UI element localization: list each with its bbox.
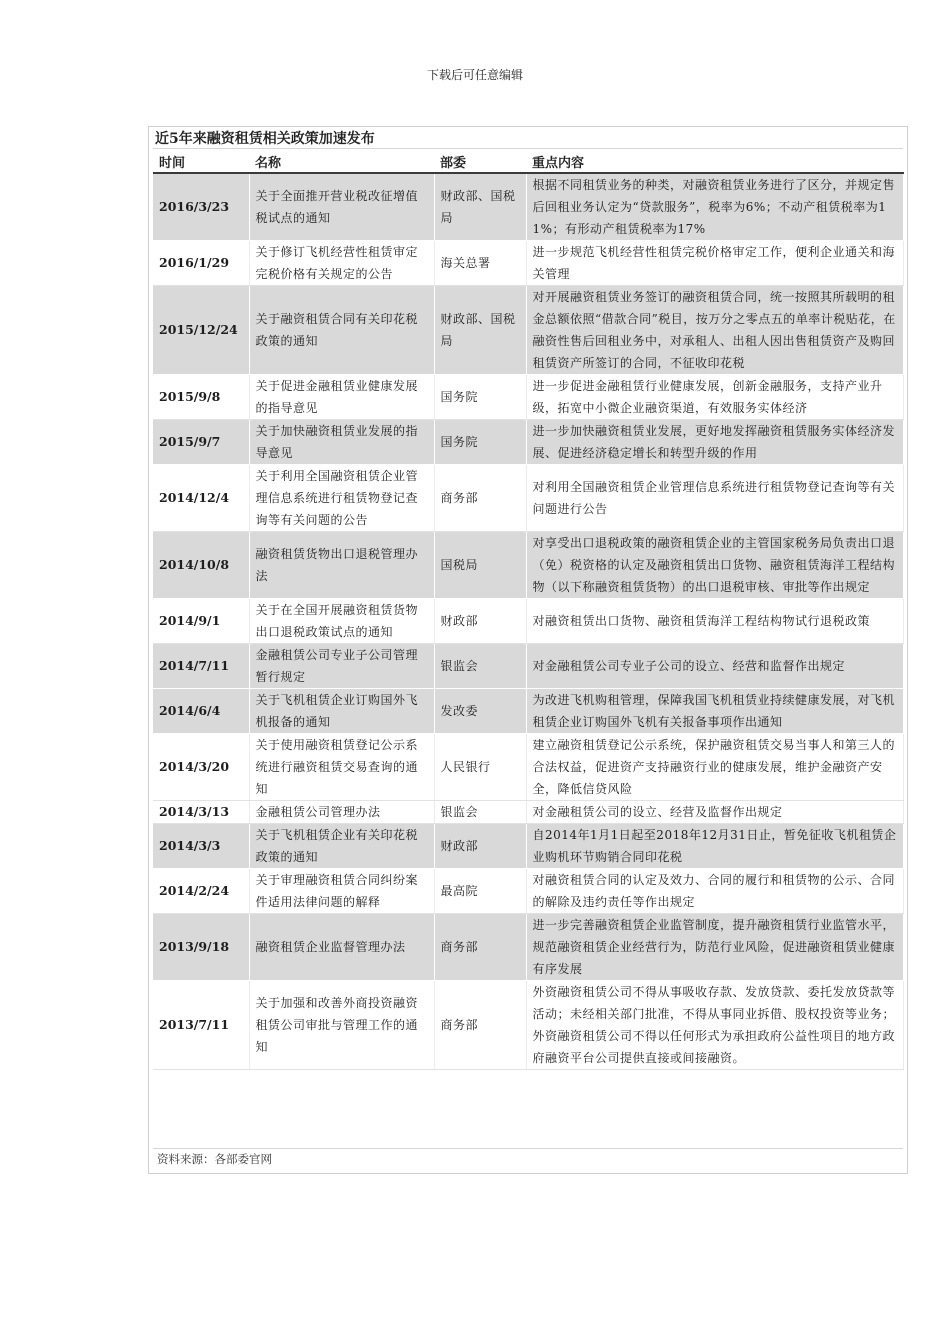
cell-date: 2016/1/29 (153, 241, 249, 286)
cell-name: 融资租赁货物出口退税管理办法 (249, 532, 434, 599)
cell-content: 进一步促进金融租赁行业健康发展，创新金融服务，支持产业升级，拓宽中小微企业融资渠道，有效服务实体经济 (526, 375, 903, 420)
cell-date: 2015/9/8 (153, 375, 249, 420)
cell-department: 银监会 (434, 801, 526, 824)
cell-content: 根据不同租赁业务的种类，对融资租赁业务进行了区分，并规定售后回租业务认定为“贷款服务”，税率为6%；不动产租赁税率为11%；有形动产租赁税率为17% (526, 173, 903, 241)
cell-name: 关于融资租赁合同有关印花税政策的通知 (249, 286, 434, 375)
cell-date: 2014/2/24 (153, 869, 249, 914)
cell-date: 2013/9/18 (153, 914, 249, 981)
cell-date: 2013/7/11 (153, 981, 249, 1070)
table-row (153, 420, 903, 465)
cell-department: 财政部、国税局 (434, 173, 526, 241)
cell-date: 2014/10/8 (153, 532, 249, 599)
table-row (153, 599, 903, 644)
cell-name: 金融租赁公司专业子公司管理暂行规定 (249, 644, 434, 689)
cell-name: 关于使用融资租赁登记公示系统进行融资租赁交易查询的通知 (249, 734, 434, 801)
table-row (153, 465, 903, 532)
table-row (153, 375, 903, 420)
cell-name: 关于促进金融租赁业健康发展的指导意见 (249, 375, 434, 420)
cell-content: 进一步加快融资租赁业发展，更好地发挥融资租赁服务实体经济发展、促进经济稳定增长和转型升级的作用 (526, 420, 903, 465)
cell-content: 对融资租赁出口货物、融资租赁海洋工程结构物试行退税政策 (526, 599, 903, 644)
cell-date: 2014/9/1 (153, 599, 249, 644)
cell-content: 进一步规范飞机经营性租赁完税价格审定工作，便利企业通关和海关管理 (526, 241, 903, 286)
cell-date: 2014/7/11 (153, 644, 249, 689)
cell-date: 2014/12/4 (153, 465, 249, 532)
table-row (153, 689, 903, 734)
cell-content: 对金融租赁公司专业子公司的设立、经营和监督作出规定 (526, 644, 903, 689)
cell-name: 关于加强和改善外商投资融资租赁公司审批与管理工作的通知 (249, 981, 434, 1070)
cell-name: 关于利用全国融资租赁企业管理信息系统进行租赁物登记查询等有关问题的公告 (249, 465, 434, 532)
cell-department: 人民银行 (434, 734, 526, 801)
table-row (153, 734, 903, 801)
cell-name: 关于在全国开展融资租赁货物出口退税政策试点的通知 (249, 599, 434, 644)
cell-content: 对金融租赁公司的设立、经营及监督作出规定 (526, 801, 903, 824)
cell-name: 关于加快融资租赁业发展的指导意见 (249, 420, 434, 465)
column-header-date: 时间 (153, 150, 249, 173)
cell-department: 最高院 (434, 869, 526, 914)
cell-department: 商务部 (434, 981, 526, 1070)
cell-department: 国务院 (434, 375, 526, 420)
table-row (153, 532, 903, 599)
cell-date: 2015/12/24 (153, 286, 249, 375)
cell-date: 2014/3/3 (153, 824, 249, 869)
cell-name: 关于飞机租赁企业有关印花税政策的通知 (249, 824, 434, 869)
table-row (153, 801, 903, 824)
table-row (153, 173, 903, 241)
column-header-department: 部委 (434, 150, 526, 173)
cell-date: 2016/3/23 (153, 173, 249, 241)
cell-date: 2014/3/13 (153, 801, 249, 824)
table-header-row (153, 150, 903, 173)
cell-department: 国税局 (434, 532, 526, 599)
cell-department: 财政部 (434, 599, 526, 644)
cell-content: 对融资租赁合同的认定及效力、合同的履行和租赁物的公示、合同的解除及违约责任等作出规定 (526, 869, 903, 914)
cell-department: 商务部 (434, 914, 526, 981)
cell-date: 2015/9/7 (153, 420, 249, 465)
cell-content: 对享受出口退税政策的融资租赁企业的主管国家税务局负责出口退（免）税资格的认定及融资租赁出口货物、融资租赁海洋工程结构物（以下称融资租赁货物）的出口退税审核、审批等作出规定 (526, 532, 903, 599)
cell-department: 海关总署 (434, 241, 526, 286)
cell-department: 银监会 (434, 644, 526, 689)
cell-department: 发改委 (434, 689, 526, 734)
table-row (153, 824, 903, 869)
title-divider (153, 148, 903, 149)
cell-name: 关于飞机租赁企业订购国外飞机报备的通知 (249, 689, 434, 734)
cell-department: 国务院 (434, 420, 526, 465)
cell-content: 进一步完善融资租赁企业监管制度，提升融资租赁行业监管水平，规范融资租赁企业经营行为，防范行业风险，促进融资租赁业健康有序发展 (526, 914, 903, 981)
table-row (153, 914, 903, 981)
cell-department: 财政部 (434, 824, 526, 869)
table-row (153, 644, 903, 689)
cell-content: 对开展融资租赁业务签订的融资租赁合同，统一按照其所载明的租金总额依照“借款合同”税目，按万分之零点五的单率计税贴花，在融资性售后回租业务中，对承租人、出租人因出售租赁资产及购回租赁资产所签订的合同，不征收印花税 (526, 286, 903, 375)
column-header-name: 名称 (249, 150, 434, 173)
policy-table (153, 150, 904, 1070)
cell-name: 关于修订飞机经营性租赁审定完税价格有关规定的公告 (249, 241, 434, 286)
column-header-content: 重点内容 (526, 150, 903, 173)
policy-table-panel (148, 126, 908, 1174)
cell-department: 商务部 (434, 465, 526, 532)
cell-name: 关于审理融资租赁合同纠纷案件适用法律问题的解释 (249, 869, 434, 914)
source-note: 资料来源：各部委官网 (157, 1152, 272, 1166)
cell-department: 财政部、国税局 (434, 286, 526, 375)
source-divider (153, 1148, 903, 1149)
cell-name: 融资租赁企业监督管理办法 (249, 914, 434, 981)
table-title: 近5年来融资租赁相关政策加速发布 (155, 131, 375, 147)
table-body (153, 173, 903, 1070)
header-note: 下载后可任意编辑 (426, 68, 523, 82)
cell-date: 2014/6/4 (153, 689, 249, 734)
table-row (153, 869, 903, 914)
cell-name: 金融租赁公司管理办法 (249, 801, 434, 824)
table-row (153, 241, 903, 286)
cell-content: 自2014年1月1日起至2018年12月31日止，暂免征收飞机租赁企业购机环节购销合同印花税 (526, 824, 903, 869)
table-row (153, 286, 903, 375)
cell-content: 为改进飞机购租管理，保障我国飞机租赁业持续健康发展，对飞机租赁企业订购国外飞机有关报备事项作出通知 (526, 689, 903, 734)
cell-date: 2014/3/20 (153, 734, 249, 801)
table-row (153, 981, 903, 1070)
cell-content: 建立融资租赁登记公示系统，保护融资租赁交易当事人和第三人的合法权益，促进资产支持融资行业的健康发展，维护金融资产安全，降低信贷风险 (526, 734, 903, 801)
cell-name: 关于全面推开营业税改征增值税试点的通知 (249, 173, 434, 241)
cell-content: 对利用全国融资租赁企业管理信息系统进行租赁物登记查询等有关问题进行公告 (526, 465, 903, 532)
cell-content: 外资融资租赁公司不得从事吸收存款、发放贷款、委托发放贷款等活动；未经相关部门批准，不得从事同业拆借、股权投资等业务；外资融资租赁公司不得以任何形式为承担政府公益性项目的地方政府融资平台公司提供直接或间接融资。 (526, 981, 903, 1070)
